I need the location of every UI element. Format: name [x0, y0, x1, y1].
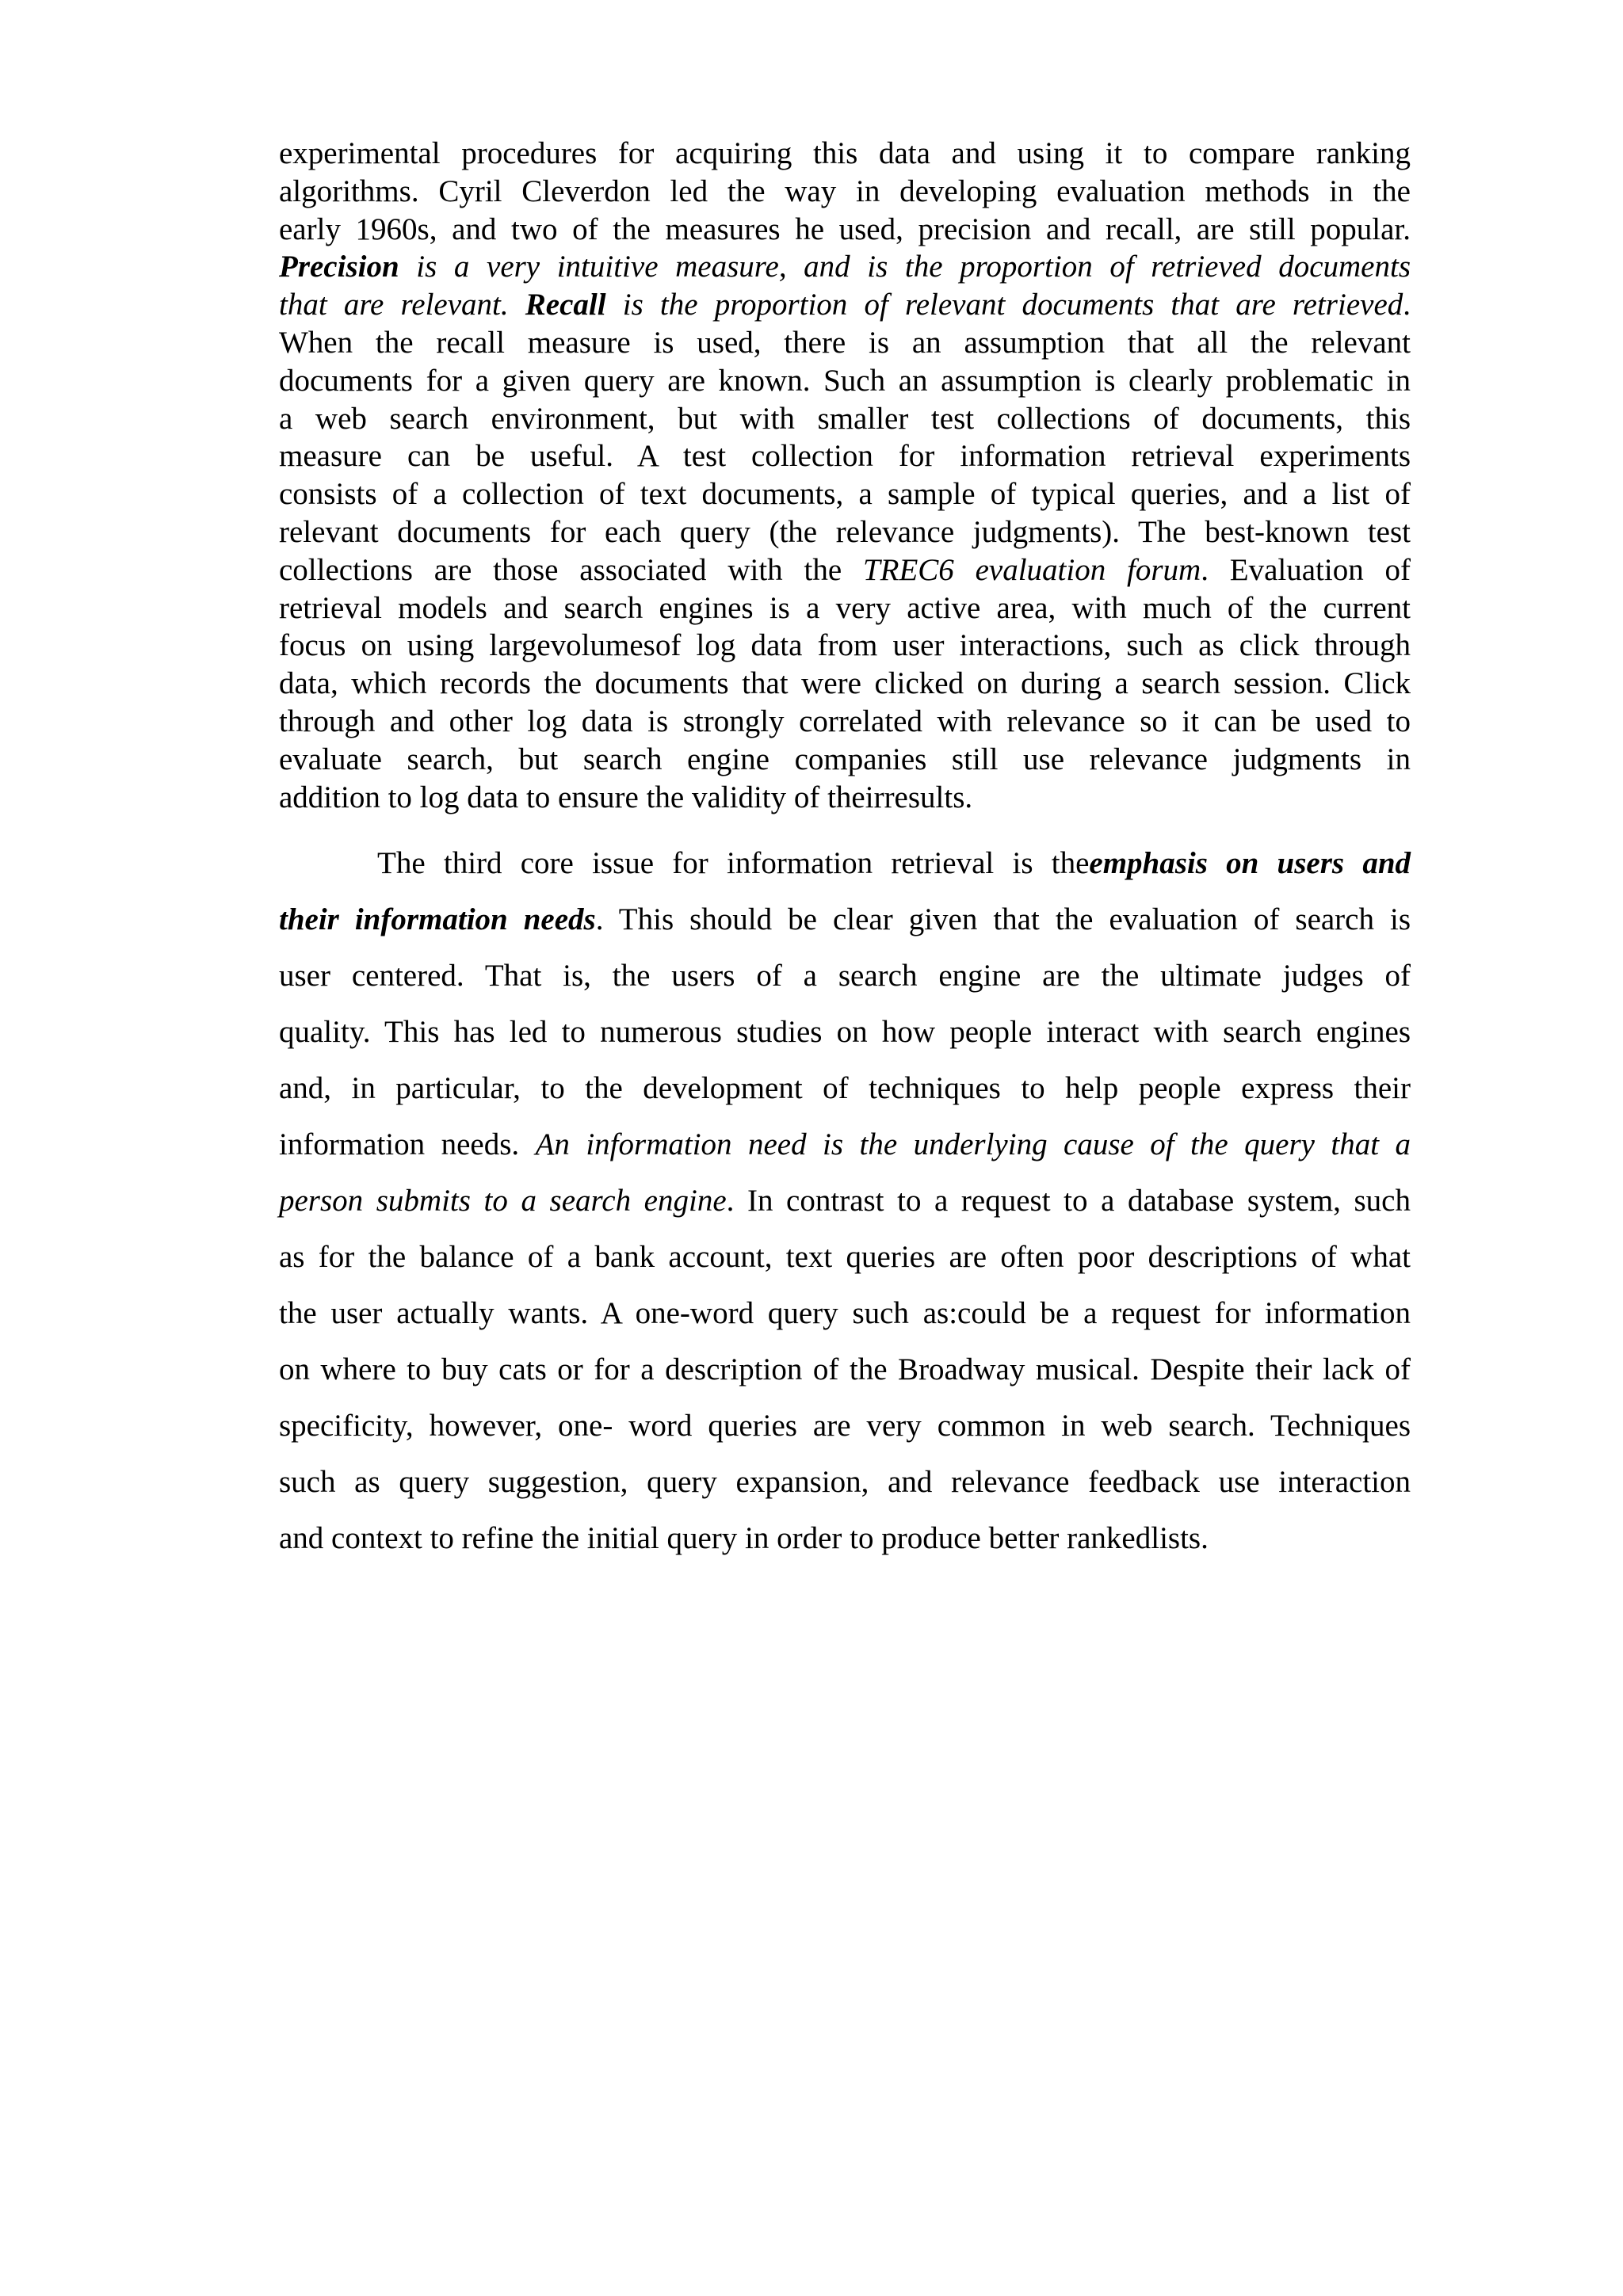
text-run: addition to log data to ensure the validity of theirresults.	[279, 780, 973, 814]
paragraph-information-needs	[279, 835, 1411, 1566]
text-run: evaluate search, but search engine companies still use relevance judgments in	[279, 742, 1411, 776]
text-line	[279, 135, 1411, 173]
text-line	[279, 1004, 1411, 1060]
text-line	[279, 475, 1411, 513]
text-run: that are relevant.	[279, 288, 525, 322]
text-run: the user actually wants. A one-word query such as:could be a request for information	[279, 1296, 1411, 1330]
text-run: focus on using largevolumesof log data from user interactions, such as click through	[279, 628, 1411, 663]
text-line	[279, 703, 1411, 741]
text-run: their information needs	[279, 902, 596, 936]
text-line	[279, 1285, 1411, 1341]
text-line	[279, 1510, 1411, 1566]
text-run: The third core issue for information retrieval is the	[377, 846, 1090, 880]
text-run: measure can be useful. A test collection for information retrieval experiments	[279, 439, 1411, 474]
text-run: . Evaluation of	[1201, 552, 1411, 587]
text-run: such as query suggestion, query expansion, and relevance feedback use interaction	[279, 1465, 1411, 1499]
text-line	[279, 1454, 1411, 1510]
text-run: consists of a collection of text documents, a sample of typical queries, and a list of	[279, 477, 1411, 512]
text-run: . In contrast to a request to a database system, such	[726, 1184, 1411, 1218]
text-line	[279, 362, 1411, 400]
text-line	[279, 513, 1411, 551]
paragraph-evaluation	[279, 135, 1411, 816]
text-run: experimental procedures for acquiring this data and using it to compare ranking	[279, 136, 1411, 170]
text-line	[279, 1341, 1411, 1398]
text-line	[279, 948, 1411, 1004]
text-run: and, in particular, to the development of techniques to help people express their	[279, 1071, 1411, 1105]
text-run: quality. This has led to numerous studies on how people interact with search engines	[279, 1015, 1411, 1049]
text-run: relevant documents for each query (the relevance judgments). The best-known test	[279, 514, 1411, 549]
text-run: a web search environment, but with smaller test collections of documents, this	[279, 401, 1411, 436]
text-line	[279, 665, 1411, 703]
text-line	[279, 1060, 1411, 1116]
text-line	[279, 1173, 1411, 1229]
text-run: algorithms. Cyril Cleverdon led the way in developing evaluation methods in the	[279, 174, 1411, 208]
text-line	[279, 741, 1411, 779]
text-line	[279, 627, 1411, 665]
text-run: person submits to a search engine	[279, 1184, 727, 1218]
text-line	[279, 286, 1411, 324]
text-run: is the proportion of relevant documents that are retrieved	[605, 288, 1403, 322]
text-run: documents for a given query are known. Such an assumption is clearly problematic in	[279, 363, 1411, 398]
text-run: TREC6 evaluation forum	[862, 552, 1201, 587]
text-run: emphasis on users and	[1089, 846, 1411, 880]
text-line	[279, 437, 1411, 475]
text-run: retrieval models and search engines is a very active area, with much of the current	[279, 590, 1411, 625]
text-line	[279, 1398, 1411, 1454]
text-run: Recall	[525, 288, 606, 322]
text-line	[279, 1116, 1411, 1173]
text-line	[279, 400, 1411, 438]
text-line	[279, 835, 1411, 891]
text-run: user centered. That is, the users of a search engine are the ultimate judges of	[279, 959, 1411, 993]
text-run: is a very intuitive measure, and is the proportion of retrieved documents	[399, 250, 1411, 284]
text-line	[279, 891, 1411, 948]
text-run: . This should be clear given that the evaluation of search is	[595, 902, 1411, 936]
text-run: When the recall measure is used, there is an assumption that all the relevant	[279, 325, 1411, 360]
text-line	[279, 211, 1411, 249]
text-run: data, which records the documents that were clicked on during a search session. Click	[279, 666, 1411, 701]
text-line	[279, 173, 1411, 211]
text-run: as for the balance of a bank account, text queries are often poor descriptions of what	[279, 1240, 1411, 1274]
text-line	[279, 248, 1411, 286]
text-run: specificity, however, one- word queries are very common in web search. Techniques	[279, 1409, 1411, 1443]
text-run: early 1960s, and two of the measures he used, precision and recall, are still popular.	[279, 212, 1411, 246]
text-line	[279, 779, 1411, 817]
text-run: .	[1403, 288, 1411, 322]
text-run: An information need is the underlying cause of the query that a	[535, 1127, 1411, 1161]
text-line	[279, 589, 1411, 627]
text-run: through and other log data is strongly correlated with relevance so it can be used to	[279, 704, 1411, 738]
text-run: information needs.	[279, 1127, 536, 1161]
text-line	[279, 324, 1411, 362]
text-line	[279, 551, 1411, 589]
text-run: Precision	[279, 250, 399, 284]
text-line	[279, 1229, 1411, 1285]
text-run: on where to buy cats or for a description of the Broadway musical. Despite their lack of	[279, 1352, 1411, 1386]
text-run: and context to refine the initial query in order to produce better rankedlists.	[279, 1521, 1209, 1555]
text-run: collections are those associated with the	[279, 552, 863, 587]
